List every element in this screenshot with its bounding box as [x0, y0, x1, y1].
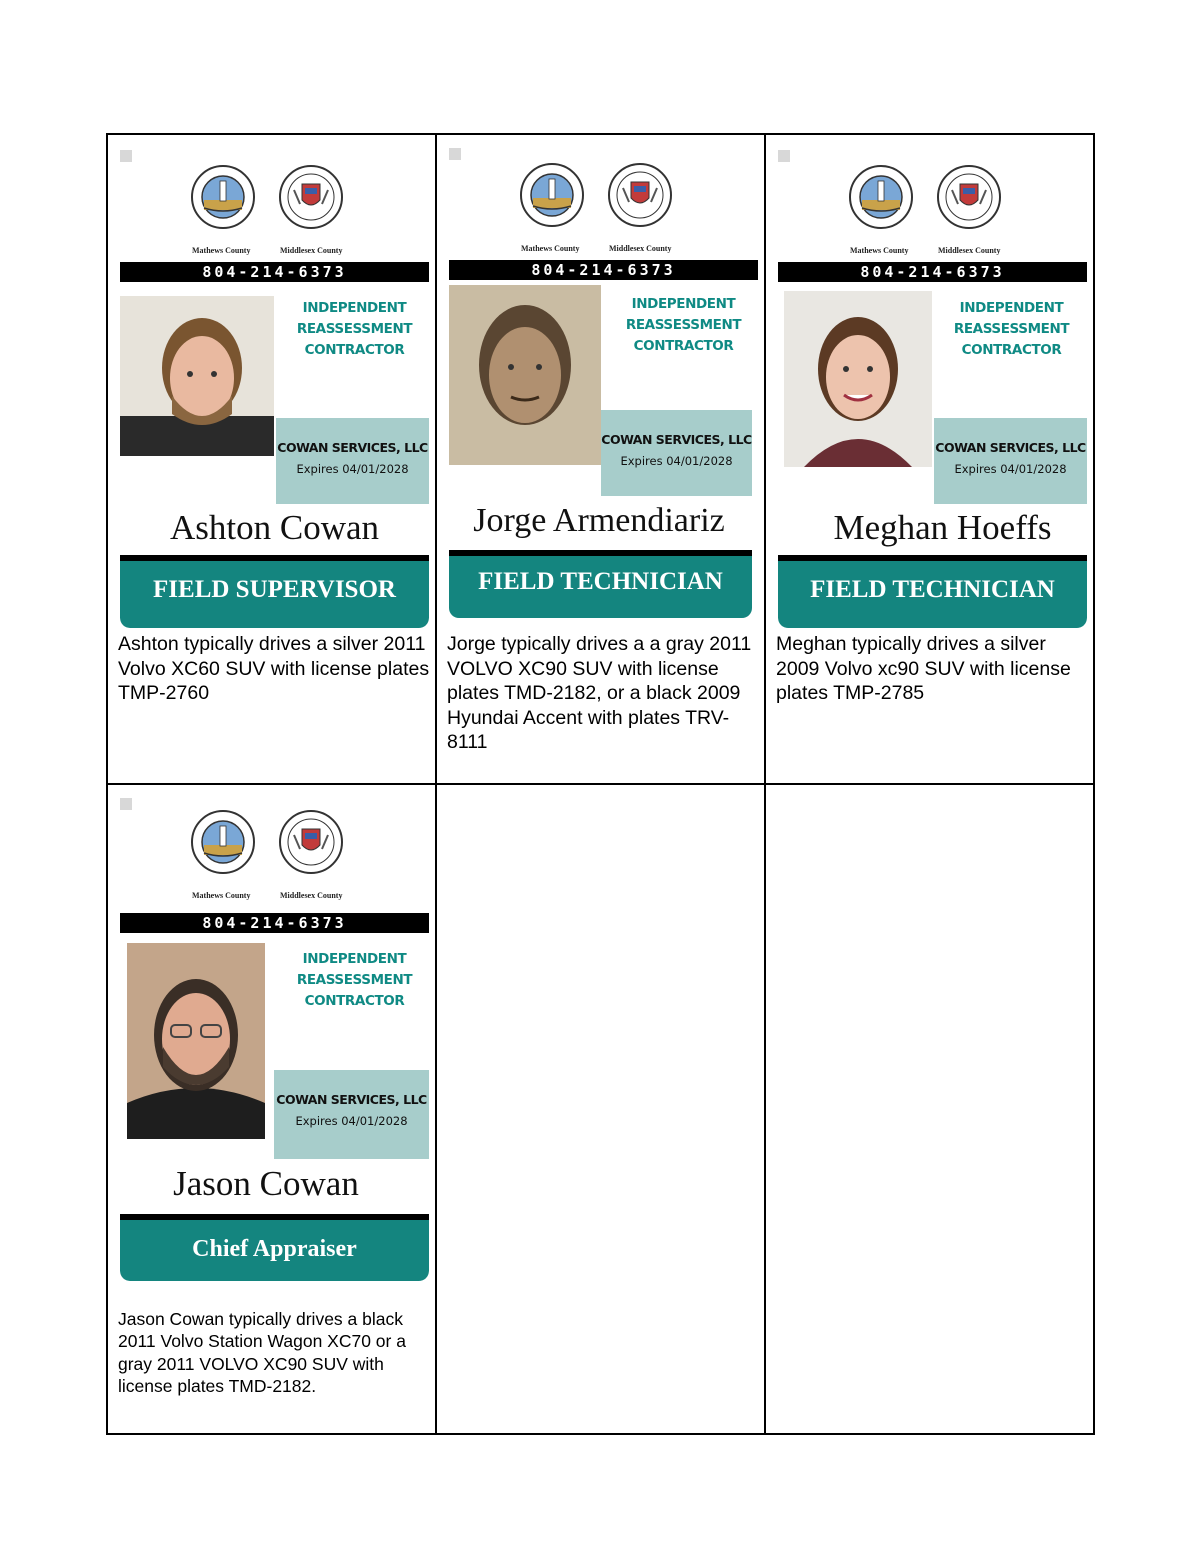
badge-cell-2 [436, 134, 765, 784]
expiration-date: Expires 04/01/2028 [954, 462, 1067, 476]
middlesex-county-seal-icon [607, 162, 673, 228]
county-seals [120, 158, 429, 258]
contractor-line-2: REASSESSMENT [296, 321, 413, 337]
middlesex-county-seal-icon [278, 164, 344, 230]
vehicle-description: Jason Cowan typically drives a black 2011 Volvo Station Wagon XC70 or a gray 2011 VOLVO XC90 SUV with license plates TMD-2182. [118, 1309, 406, 1396]
badge-cell-1 [107, 134, 436, 784]
contractor-title [936, 298, 1087, 361]
phone-number: 804-214-6373 [120, 913, 429, 933]
badge-cell-3 [765, 134, 1094, 784]
phone-number: 804-214-6373 [778, 262, 1087, 282]
contractor-title [609, 294, 758, 357]
expiration-date: Expires 04/01/2028 [295, 1114, 408, 1128]
company-name: COWAN SERVICES, LLC [277, 440, 428, 455]
expiration-date: Expires 04/01/2028 [620, 454, 733, 468]
person-photo [784, 291, 932, 467]
id-badge [120, 798, 429, 1281]
mathews-county-seal-icon [190, 809, 256, 875]
expiration-date: Expires 04/01/2028 [296, 462, 409, 476]
person-photo [127, 943, 265, 1139]
mathews-county-seal-icon [848, 164, 914, 230]
county-seals [120, 803, 429, 903]
person-name: Jason Cowan [173, 1164, 359, 1203]
contractor-title [280, 949, 429, 1012]
badge-table [106, 133, 1095, 1435]
job-role: FIELD SUPERVISOR [120, 561, 429, 628]
mathews-county-label: Mathews County [192, 891, 251, 900]
mathews-county-seal-icon [190, 164, 256, 230]
company-box [276, 418, 429, 504]
person-photo [449, 285, 601, 465]
contractor-line-3: CONTRACTOR [961, 342, 1062, 358]
job-role: FIELD TECHNICIAN [778, 561, 1087, 628]
person-name: Meghan Hoeffs [833, 508, 1052, 547]
contractor-line-3: CONTRACTOR [304, 993, 405, 1009]
contractor-line-1: INDEPENDENT [959, 300, 1064, 316]
contractor-line-2: REASSESSMENT [953, 321, 1070, 337]
person-name: Jorge Armendiariz [473, 502, 725, 539]
contractor-line-2: REASSESSMENT [625, 317, 742, 333]
contractor-line-2: REASSESSMENT [296, 972, 413, 988]
middlesex-county-label: Middlesex County [280, 246, 343, 255]
contractor-title [280, 298, 429, 361]
id-badge [120, 150, 429, 628]
company-box [934, 418, 1087, 504]
person-photo [120, 296, 274, 456]
mathews-county-label: Mathews County [521, 244, 580, 253]
company-name: COWAN SERVICES, LLC [276, 1092, 427, 1107]
badge-cell-4 [107, 784, 436, 1434]
contractor-line-3: CONTRACTOR [633, 338, 734, 354]
company-box [601, 410, 752, 496]
mathews-county-label: Mathews County [192, 246, 251, 255]
company-name: COWAN SERVICES, LLC [601, 432, 752, 447]
phone-number: 804-214-6373 [449, 260, 758, 280]
person-name: Ashton Cowan [169, 508, 380, 547]
contractor-line-1: INDEPENDENT [631, 296, 736, 312]
phone-number: 804-214-6373 [120, 262, 429, 282]
contractor-line-1: INDEPENDENT [302, 300, 407, 316]
id-badge [449, 148, 758, 626]
mathews-county-label: Mathews County [850, 246, 909, 255]
middlesex-county-label: Middlesex County [938, 246, 1001, 255]
company-box [274, 1070, 429, 1159]
job-role: FIELD TECHNICIAN [449, 556, 752, 618]
county-seals [449, 156, 758, 256]
middlesex-county-seal-icon [936, 164, 1002, 230]
middlesex-county-seal-icon [278, 809, 344, 875]
job-role: Chief Appraiser [120, 1220, 429, 1281]
empty-cell [436, 784, 765, 1434]
vehicle-description: Meghan typically drives a silver 2009 Volvo xc90 SUV with license plates TMP-2785 [776, 633, 1071, 704]
middlesex-county-label: Middlesex County [609, 244, 672, 253]
company-name: COWAN SERVICES, LLC [935, 440, 1086, 455]
contractor-line-1: INDEPENDENT [302, 951, 407, 967]
vehicle-description: Ashton typically drives a silver 2011 Volvo XC60 SUV with license plates TMP-2760 [118, 633, 430, 704]
middlesex-county-label: Middlesex County [280, 891, 343, 900]
county-seals [778, 158, 1087, 258]
id-badge [778, 150, 1087, 628]
empty-cell [765, 784, 1094, 1434]
vehicle-description: Jorge typically drives a a gray 2011 VOLVO XC90 SUV with license plates TMD-2182, or a black 2009 Hyundai Accent with plates TRV-8111 [447, 633, 752, 753]
mathews-county-seal-icon [519, 162, 585, 228]
contractor-line-3: CONTRACTOR [304, 342, 405, 358]
